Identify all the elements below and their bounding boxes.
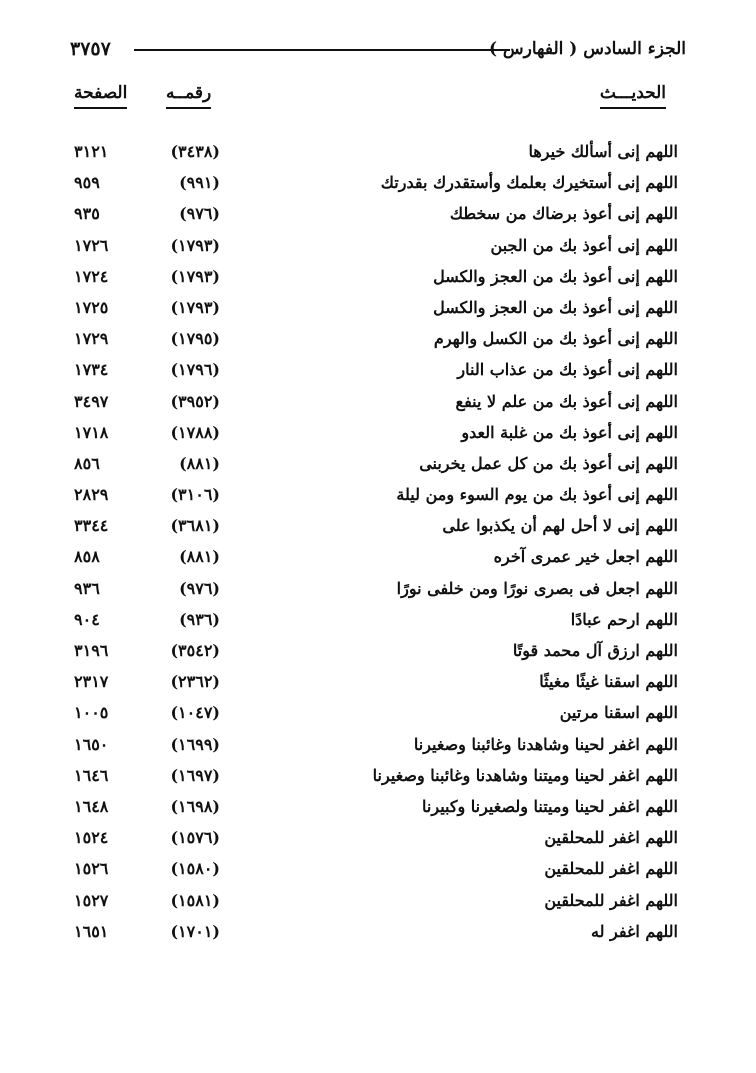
entry-hadith-text: اللهم إنى أسألك خيرها bbox=[528, 142, 678, 161]
entry-hadith-number: (١٥٧٦) bbox=[170, 828, 220, 848]
index-entry bbox=[0, 356, 756, 387]
column-header-hadith: الحديـــث bbox=[600, 80, 666, 109]
entry-page-number: ١٧١٨ bbox=[74, 422, 109, 442]
entry-page-number: ٩٣٦ bbox=[74, 578, 100, 598]
entry-hadith-number: (١٧٩٣) bbox=[170, 266, 220, 286]
running-header bbox=[70, 36, 686, 64]
index-entry bbox=[0, 419, 756, 450]
entry-hadith-text: اللهم إنى أعوذ بك من كل عمل يخربنى bbox=[419, 453, 678, 473]
entry-hadith-text: اللهم اغفر لحينا وميتنا وشاهدنا وغائبنا وصغيرنا bbox=[372, 765, 678, 785]
header-title: الجزء السادس ( الفهارس ) bbox=[488, 39, 686, 59]
entry-hadith-text: اللهم اغفر له bbox=[591, 921, 678, 941]
entry-page-number: ٩٣٥ bbox=[74, 204, 100, 224]
entry-hadith-text: اللهم إنى أستخيرك بعلمك وأستقدرك بقدرتك bbox=[380, 173, 678, 193]
entry-hadith-text: اللهم إنى أعوذ بك من غلبة العدو bbox=[461, 422, 678, 442]
entry-page-number: ١٦٤٨ bbox=[74, 796, 109, 816]
entry-page-number: ١٥٢٤ bbox=[74, 828, 109, 848]
entry-hadith-text: اللهم إنى أعوذ بك من الجبن bbox=[490, 235, 678, 255]
hadith-index-list bbox=[0, 138, 756, 949]
entry-hadith-number: (٨٨١) bbox=[179, 547, 220, 567]
entry-hadith-number: (٣٦٨١) bbox=[170, 516, 220, 536]
index-entry bbox=[0, 169, 756, 200]
index-entry bbox=[0, 263, 756, 294]
index-entry bbox=[0, 543, 756, 574]
entry-hadith-number: (٩٣٦) bbox=[179, 609, 220, 629]
entry-hadith-number: (٢٣٦٢) bbox=[170, 672, 220, 692]
entry-hadith-text: اللهم ارزق آل محمد قوتًا bbox=[512, 641, 678, 660]
column-header-number: رقمــه bbox=[166, 80, 211, 109]
entry-page-number: ٩٠٤ bbox=[74, 609, 100, 629]
index-entry bbox=[0, 481, 756, 512]
page-number: ٣٧٥٧ bbox=[70, 38, 111, 60]
entry-hadith-text: اللهم اغفر لحينا وميتنا ولصغيرنا وكبيرنا bbox=[422, 796, 678, 816]
entry-hadith-text: اللهم إنى أعوذ بك من الكسل والهرم bbox=[433, 329, 678, 349]
entry-page-number: ٨٥٨ bbox=[74, 547, 100, 567]
entry-hadith-number: (٣٤٣٨) bbox=[170, 142, 220, 161]
entry-hadith-text: اللهم إنى أعوذ برضاك من سخطك bbox=[449, 204, 678, 224]
index-entry bbox=[0, 699, 756, 730]
entry-page-number: ١٠٠٥ bbox=[74, 703, 109, 723]
index-entry bbox=[0, 918, 756, 949]
entry-hadith-number: (١٥٨١) bbox=[170, 890, 220, 910]
entry-hadith-number: (١٧٩٦) bbox=[170, 360, 220, 380]
entry-page-number: ١٦٤٦ bbox=[74, 765, 109, 785]
entry-hadith-text: اللهم اغفر للمحلقين bbox=[544, 828, 678, 848]
entry-page-number: ١٧٢٤ bbox=[74, 266, 109, 286]
entry-hadith-text: اللهم إنى أعوذ بك من العجز والكسل bbox=[433, 297, 678, 317]
entry-page-number: ٣٣٤٤ bbox=[74, 516, 109, 536]
entry-page-number: ٩٥٩ bbox=[74, 173, 100, 193]
entry-hadith-number: (١٦٩٧) bbox=[170, 765, 220, 785]
entry-hadith-text: اللهم إنى لا أحل لهم أن يكذبوا على bbox=[442, 516, 678, 536]
entry-page-number: ١٧٢٩ bbox=[74, 329, 109, 349]
entry-hadith-text: اللهم اسقنا مرتين bbox=[559, 703, 678, 723]
index-entry bbox=[0, 855, 756, 886]
entry-page-number: ١٧٢٦ bbox=[74, 235, 109, 255]
index-entry bbox=[0, 200, 756, 231]
entry-hadith-text: اللهم إنى أعوذ بك من العجز والكسل bbox=[433, 266, 678, 286]
entry-hadith-number: (١٧٩٣) bbox=[170, 297, 220, 317]
entry-page-number: ١٧٣٤ bbox=[74, 360, 109, 380]
entry-page-number: ٨٥٦ bbox=[74, 453, 100, 473]
entry-page-number: ١٧٢٥ bbox=[74, 297, 109, 317]
entry-hadith-text: اللهم إنى أعوذ بك من يوم السوء ومن ليلة bbox=[396, 485, 678, 505]
entry-hadith-number: (١٦٩٩) bbox=[170, 734, 220, 754]
entry-hadith-text: اللهم إنى أعوذ بك من عذاب النار bbox=[457, 360, 678, 380]
entry-hadith-text: اللهم ارحم عبادًا bbox=[570, 609, 678, 629]
entry-hadith-number: (٩٩١) bbox=[179, 173, 220, 193]
index-entry bbox=[0, 606, 756, 637]
index-entry bbox=[0, 294, 756, 325]
entry-hadith-number: (١٠٤٧) bbox=[170, 703, 220, 723]
entry-hadith-text: اللهم اغفر للمحلقين bbox=[544, 859, 678, 879]
index-entry bbox=[0, 388, 756, 419]
entry-page-number: ١٥٢٧ bbox=[74, 890, 109, 910]
index-entry bbox=[0, 887, 756, 918]
entry-page-number: ٣١٢١ bbox=[74, 142, 109, 161]
entry-hadith-number: (٨٨١) bbox=[179, 453, 220, 473]
index-entry bbox=[0, 731, 756, 762]
entry-hadith-text: اللهم اغفر للمحلقين bbox=[544, 890, 678, 910]
index-entry bbox=[0, 824, 756, 855]
entry-hadith-number: (١٧٨٨) bbox=[170, 422, 220, 442]
entry-hadith-number: (١٦٩٨) bbox=[170, 796, 220, 816]
entry-hadith-number: (٣١٠٦) bbox=[170, 485, 220, 505]
index-entry bbox=[0, 138, 756, 169]
index-entry bbox=[0, 325, 756, 356]
entry-hadith-text: اللهم إنى أعوذ بك من علم لا ينفع bbox=[455, 391, 678, 411]
entry-hadith-text: اللهم اغفر لحينا وشاهدنا وغائبنا وصغيرنا bbox=[413, 734, 678, 754]
index-entry bbox=[0, 232, 756, 263]
index-entry bbox=[0, 637, 756, 668]
index-entry bbox=[0, 793, 756, 824]
entry-hadith-text: اللهم اسقنا غيثًا مغيثًا bbox=[539, 672, 678, 692]
index-entry bbox=[0, 512, 756, 543]
entry-hadith-number: (١٥٨٠) bbox=[170, 859, 220, 879]
entry-hadith-number: (٩٧٦) bbox=[179, 204, 220, 224]
entry-hadith-number: (٣٥٤٢) bbox=[170, 641, 220, 660]
entry-hadith-text: اللهم اجعل فى بصرى نورًا ومن خلفى نورًا bbox=[396, 578, 678, 598]
entry-hadith-text: اللهم اجعل خير عمرى آخره bbox=[493, 547, 678, 567]
column-headers bbox=[0, 80, 756, 110]
entry-page-number: ١٥٢٦ bbox=[74, 859, 109, 879]
index-entry bbox=[0, 762, 756, 793]
column-header-page: الصفحة bbox=[74, 80, 127, 109]
entry-hadith-number: (١٧٩٥) bbox=[170, 329, 220, 349]
header-rule bbox=[134, 49, 510, 51]
entry-hadith-number: (٩٧٦) bbox=[179, 578, 220, 598]
entry-hadith-number: (١٧٩٣) bbox=[170, 235, 220, 255]
entry-page-number: ٣٤٩٧ bbox=[74, 391, 109, 411]
entry-page-number: ٢٣١٧ bbox=[74, 672, 109, 692]
entry-hadith-number: (١٧٠١) bbox=[170, 921, 220, 941]
entry-page-number: ٣١٩٦ bbox=[74, 641, 109, 660]
entry-hadith-number: (٣٩٥٢) bbox=[170, 391, 220, 411]
index-entry bbox=[0, 450, 756, 481]
index-entry bbox=[0, 575, 756, 606]
index-entry bbox=[0, 668, 756, 699]
entry-page-number: ١٦٥٠ bbox=[74, 734, 109, 754]
entry-page-number: ٢٨٢٩ bbox=[74, 485, 109, 505]
entry-page-number: ١٦٥١ bbox=[74, 921, 109, 941]
